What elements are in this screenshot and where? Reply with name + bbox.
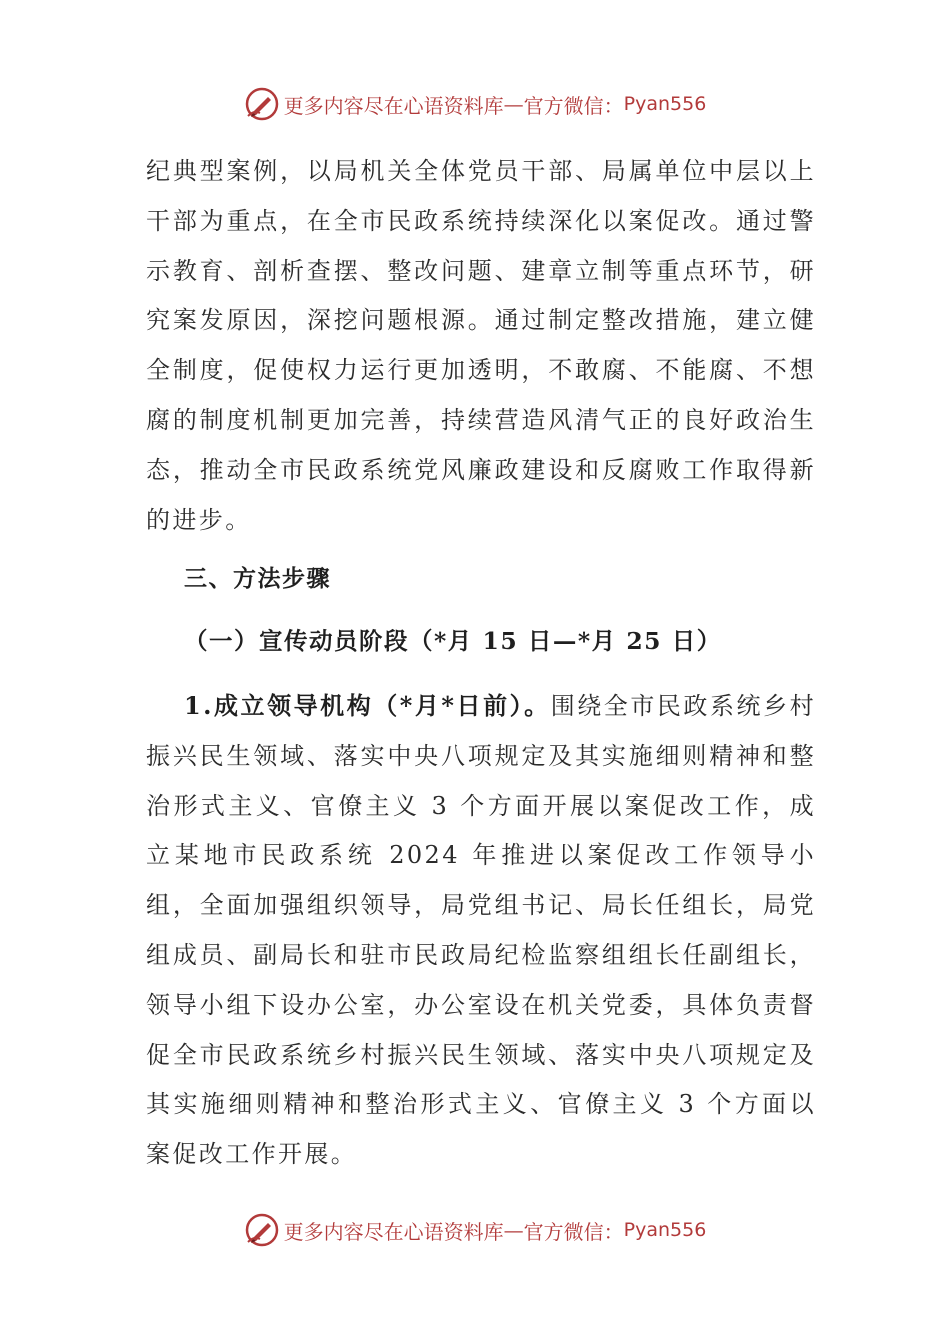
item-1-text: 围绕全市民政系统乡村振兴民生领域、落实中央八项规定及其实施细则精神和整治形式主义、官僚主义 3 个方面开展以案促改工作，成立某地市民政系统 2024 年推进以案促改工作领导小组，全面加强组织领导，局党组书记、局长任组长，局党组成员、副局长和驻市民政局纪检监察组组长任副组长，领导小组下设办公室，办公室设在机关党委，具体负责督促全市民政系统乡村振兴民生领域、落实中央八项规定及其实施细则精神和整治形式主义、官僚主义 3 个方面以案促改工作开展。: [146, 692, 817, 1169]
banner-wechat-label: 官方微信：: [523, 93, 624, 118]
footer-separator: —: [503, 1218, 524, 1242]
paragraph-1: 纪典型案例，以局机关全体党员干部、局属单位中层以上干部为重点，在全市民政系统持续深化以案促改。通过警示教育、剖析查摆、整改问题、建章立制等重点环节，研究案发原因，深挖问题根源。通过制定整改措施，建立健全制度，促使权力运行更加透明，不敢腐、不能腐、不想腐的制度机制更加完善，持续营造风清气正的良好政治生态，推动全市民政系统党风廉政建设和反腐败工作取得新的进步。: [146, 157, 816, 534]
footer-site-text: 更多内容尽在心语资料库: [283, 1219, 504, 1244]
header-watermark-banner: [0, 84, 950, 124]
sub-heading: （一）宣传动员阶段（*月 15 日—*月 25 日）: [184, 627, 722, 655]
section-heading: 三、方法步骤: [184, 566, 331, 592]
banner-separator: —: [503, 92, 524, 116]
body-section-2: [146, 681, 816, 1180]
banner-wechat-id: Pyan556: [623, 93, 707, 115]
pen-logo-icon: [244, 86, 280, 122]
footer-watermark-banner: [0, 1210, 950, 1250]
pen-logo-icon: [244, 1212, 280, 1248]
body-section-1: [146, 147, 816, 545]
footer-wechat-label: 官方微信：: [523, 1219, 624, 1244]
item-1-paragraph: [146, 681, 816, 1180]
banner-site-text: 更多内容尽在心语资料库: [283, 93, 504, 118]
footer-wechat-id: Pyan556: [623, 1219, 707, 1241]
item-1-lead: 1.成立领导机构（*月*日前）。: [184, 691, 551, 720]
